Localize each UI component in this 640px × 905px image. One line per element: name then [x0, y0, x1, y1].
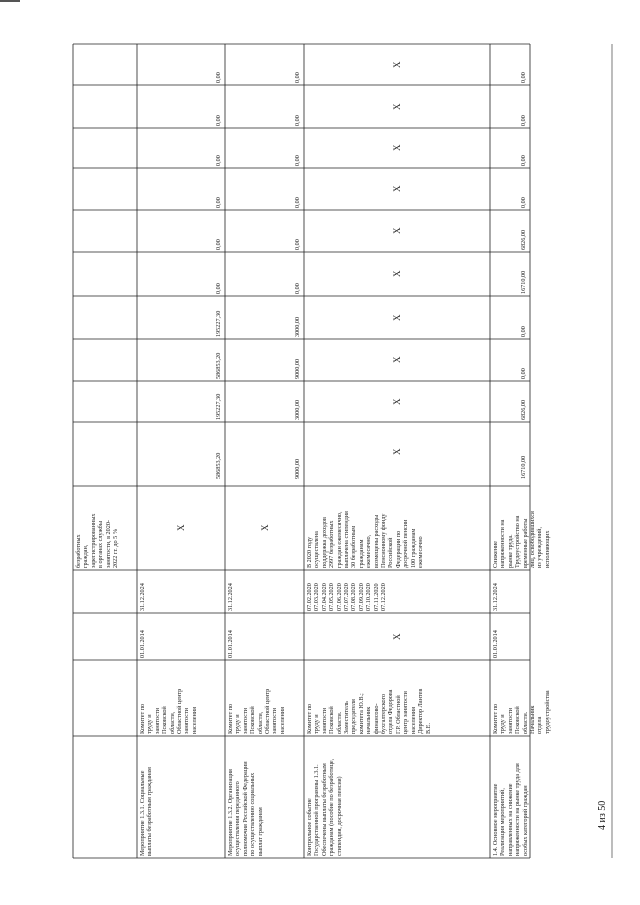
value-cell [225, 44, 304, 85]
value-cell [137, 296, 225, 339]
value-cell [304, 168, 490, 210]
value-cell-text: 195227,30 [215, 310, 222, 337]
end-date-cell-text: 31.12.2024 [492, 583, 499, 611]
result-cell-text: В 2020 году осуществлена поддержка доходов 2997 безработных граждан ежемесячно, выплачена стипендия 30 безработным гражданам ежемесячно, возмещены расходы Пенсионному фонду Российской Федерации по досрочной пенсии 100 гражданам ежемесячно [306, 511, 425, 568]
value-cell-text: X [392, 356, 402, 363]
start-date-cell-text: 01.01.2014 [139, 630, 146, 658]
value-cell [490, 44, 530, 85]
result-cell [73, 486, 137, 570]
value-cell-text: X [392, 314, 402, 321]
result-cell-text: Снижение напряженности на рынке труда. Трудоустройство на временные работы лиц, освободившихся из учреждений, исполняющих [492, 511, 551, 568]
executor-cell-text: Комитет по труду и занятости Псковской области, Областной центр занятости населения [227, 688, 286, 734]
end-date-cell [304, 570, 490, 613]
executor-cell [490, 660, 551, 736]
result-cell-text: X [176, 524, 186, 531]
value-cell-text: 0,00 [215, 72, 222, 83]
value-cell [490, 339, 530, 381]
value-cell-text: 0,00 [294, 72, 301, 83]
value-cell-text: 0,00 [294, 239, 301, 250]
value-cell-text: 0,00 [215, 283, 222, 294]
result-cell [304, 486, 490, 570]
end-date-cell [73, 570, 137, 613]
value-cell [137, 210, 225, 252]
value-cell [73, 128, 137, 168]
value-cell [304, 252, 490, 296]
value-cell [490, 381, 530, 422]
value-cell [137, 128, 225, 168]
value-cell-text: X [392, 61, 402, 68]
value-cell-text: X [392, 144, 402, 151]
start-date-cell [225, 613, 304, 660]
value-cell [304, 85, 490, 128]
value-cell-text: 3000,00 [294, 316, 301, 337]
value-cell-text: 0,00 [520, 72, 527, 83]
value-cell [304, 339, 490, 381]
value-cell-text: 195227,30 [215, 393, 222, 420]
value-cell-text: X [392, 185, 402, 192]
result-cell [225, 486, 304, 570]
goal-cell [225, 736, 304, 858]
goal-cell-text: Контрольное событие Государственной программы 1.3.1. Обеспечены выплаты безработным гражданам (пособие по безработице, стипендия, досрочная пенсия) [306, 758, 343, 856]
value-cell [73, 168, 137, 210]
value-cell [490, 296, 530, 339]
value-cell [225, 85, 304, 128]
end-date-cell [490, 570, 530, 613]
executor-cell-text: Комитет по труду и занятости Псковской области. Начальник отдела трудоустройства [492, 690, 551, 734]
value-cell [73, 422, 137, 481]
value-cell-text: 9000,00 [294, 358, 301, 379]
value-cell-text: X [392, 448, 402, 455]
executor-cell [137, 660, 225, 736]
value-cell [304, 381, 490, 422]
value-cell [225, 252, 304, 296]
goal-cell-text: Мероприятие 1.3.1. Социальные выплаты безработным гражданам [139, 767, 154, 856]
value-cell-text: 0,00 [215, 115, 222, 126]
value-cell [73, 210, 137, 252]
end-date-cell-text: 31.12.2024 [139, 583, 146, 611]
value-cell-text: 16710,00 [520, 455, 527, 479]
value-cell-text: 0,00 [294, 115, 301, 126]
value-cell-text: X [392, 227, 402, 234]
value-cell [225, 339, 304, 381]
value-cell-text: X [392, 103, 402, 110]
start-date-cell-text: 01.01.2014 [227, 630, 234, 658]
start-date-cell [490, 613, 530, 660]
value-cell-text: 9000,00 [294, 458, 301, 479]
value-cell-text: X [392, 270, 402, 277]
value-cell [304, 296, 490, 339]
result-cell [137, 486, 225, 570]
value-cell [73, 381, 137, 422]
value-cell [225, 128, 304, 168]
value-cell [304, 128, 490, 168]
value-cell-text: 0,00 [215, 197, 222, 208]
value-cell [137, 44, 225, 85]
value-cell-text: 0,00 [520, 197, 527, 208]
result-cell-text: безработных граждан, зарегистрированных в органах службы занятости, в 2020- 2022 гг. до 5 % [75, 513, 120, 568]
goal-cell [304, 736, 490, 858]
executor-cell [73, 660, 137, 736]
value-cell [225, 296, 304, 339]
value-cell-text: 3000,00 [294, 399, 301, 420]
start-date-cell [304, 613, 490, 660]
value-cell [304, 422, 490, 481]
executor-cell [225, 660, 304, 736]
result-cell-text: X [259, 524, 270, 531]
value-cell [137, 168, 225, 210]
end-date-cell [225, 570, 304, 613]
value-cell [137, 252, 225, 296]
page-number: 4 из 50 [597, 800, 608, 830]
goal-cell-text: Мероприятие 1.3.2. Организация осуществления переданного полномочия Российской Федерации по осуществлению социальных выплат гражданам [227, 761, 264, 856]
goal-cell [490, 736, 530, 858]
value-cell-text: 0,00 [215, 155, 222, 166]
executor-cell-text: Комитет по труду и занятости Псковской области, Областной центр занятости населения [139, 688, 198, 734]
end-date-cell-text: 07.02.2020 07.03.2020 07.04.2020 07.05.2020 07.06.2020 07.07.2020 07.08.2020 07.09.2020 07.10.2020 07.11.2020 07.12.2020 [306, 583, 388, 611]
value-cell-text: 6826,00 [520, 229, 527, 250]
value-cell-text: 0,00 [294, 197, 301, 208]
value-cell [73, 296, 137, 339]
value-cell [137, 339, 225, 381]
value-cell-text: 6826,00 [520, 399, 527, 420]
value-cell-text: 0,00 [294, 155, 301, 166]
value-cell-text: 0,00 [520, 368, 527, 379]
value-cell [73, 252, 137, 296]
end-date-cell [137, 570, 225, 613]
value-cell [137, 422, 225, 481]
goal-cell [137, 736, 225, 858]
value-cell-text: 0,00 [294, 283, 301, 294]
value-cell [225, 168, 304, 210]
value-cell-text: 0,00 [520, 326, 527, 337]
value-cell [137, 85, 225, 128]
value-cell [137, 381, 225, 422]
value-cell [304, 44, 490, 85]
goal-cell [73, 736, 137, 858]
value-cell [73, 44, 137, 85]
start-date-cell-text: 01.01.2014 [492, 630, 499, 658]
value-cell [490, 422, 530, 481]
start-date-cell [73, 613, 137, 660]
value-cell-text: 586853,20 [215, 352, 222, 379]
value-cell [225, 381, 304, 422]
value-cell-text: 16710,00 [520, 270, 527, 294]
value-cell [73, 339, 137, 381]
value-cell-text: 0,00 [520, 115, 527, 126]
value-cell-text: 0,00 [520, 155, 527, 166]
value-cell [225, 422, 304, 481]
value-cell [73, 85, 137, 128]
value-cell [490, 252, 530, 296]
value-cell [490, 210, 530, 252]
value-cell-text: 0,00 [215, 239, 222, 250]
end-date-cell-text: 31.12.2024 [227, 583, 234, 611]
goal-cell-text: 1.4. Основное мероприятие Реализация мероприятий, направленных на снижение напряженности на рынке труда для особых категорий граждан [492, 763, 529, 856]
start-date-cell [137, 613, 225, 660]
executor-cell-text: Комитет по труду и занятости Псковской области. Заместитель председателя комитета Ю.В.; начальник финансово- бухгалтерского отдела Федорова Г.Р. Областной центр занятости населения Директор Лантев В.Е. [306, 688, 432, 734]
value-cell-text: X [392, 398, 402, 405]
value-cell [304, 210, 490, 252]
executor-cell [304, 660, 490, 736]
value-cell [490, 168, 530, 210]
value-cell [490, 128, 530, 168]
value-cell [490, 85, 530, 128]
value-cell-text: 586853,20 [215, 452, 222, 479]
result-cell [490, 486, 551, 570]
value-cell [225, 210, 304, 252]
start-date-cell-text: X [392, 633, 402, 640]
